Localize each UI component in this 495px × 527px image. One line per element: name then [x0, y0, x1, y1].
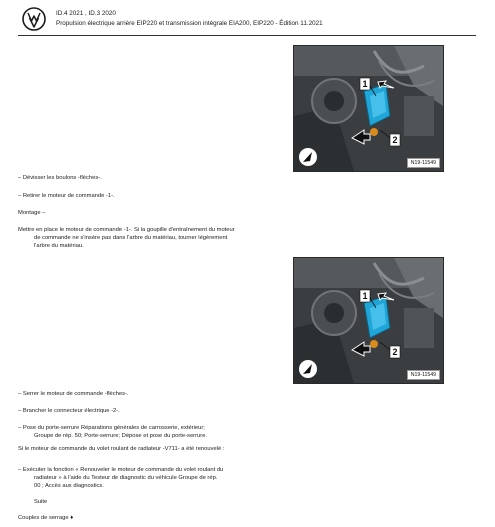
figure-installation	[293, 257, 444, 384]
step-install-line-2: de commande ne s'insère pas dans l'arbre du matériau, tourner légèrement	[34, 235, 228, 241]
section-montage: Montage –	[18, 210, 46, 216]
step-connect-connector: – Brancher le connecteur électrique -2-.	[18, 408, 120, 414]
bolt-marker	[370, 340, 378, 348]
step-execute-function-line-3[interactable]: 00 ; Accès aux diagnostics.	[34, 483, 104, 489]
link-suite[interactable]: Suite	[34, 499, 48, 505]
condition-renewed: Si le moteur de commande du volet roulant de radiateur -V711- a été renouvelé :	[18, 446, 225, 452]
callout-2: 2	[392, 135, 398, 145]
step-execute-function-line-2[interactable]: radiateur » à l'aide du Testeur de diagnostic du véhicule Groupe de rép.	[34, 475, 218, 481]
callout-1: 1	[362, 291, 368, 301]
orientation-arrow-icon	[299, 148, 317, 166]
callout-1: 1	[362, 79, 368, 89]
engine-illustration	[294, 258, 443, 383]
step-remove-motor: – Retirer le moteur de commande -1-.	[18, 193, 115, 199]
step-install-line-3: l'arbre du matériau.	[34, 243, 84, 249]
step-install-line-1: Mettre en place le moteur de commande -1-. Si la goupille d'entraînement du moteur	[18, 227, 235, 233]
step-tighten-motor: – Serrer le moteur de commande -flèches-.	[18, 391, 129, 397]
step-unscrew-bolts: – Dévisser les boulons -flèches-.	[18, 175, 102, 181]
step-lock-carrier-line-2[interactable]: Groupe de rép. 50; Porte-serrure; Dépose et pose du porte-serrure.	[34, 433, 208, 439]
vw-logo-icon	[22, 7, 46, 31]
header-title: Propulsion électrique arrière EIP220 et transmission intégrale EIA200, EIP220 - Édition 11.2021	[56, 20, 323, 27]
engine-illustration	[294, 46, 443, 171]
header-models: ID.4 2021 , ID.3 2020	[56, 10, 116, 17]
bolt-marker	[370, 128, 378, 136]
figure-code: N19-11549	[407, 370, 440, 380]
orientation-arrow-icon	[299, 360, 317, 378]
callout-2: 2	[392, 347, 398, 357]
step-lock-carrier-line-1[interactable]: – Pose du porte-serrure Réparations générales de carrosserie, extérieur;	[18, 425, 205, 431]
figure-removal	[293, 45, 444, 172]
figure-code: N19-11549	[407, 158, 440, 168]
header-divider	[18, 35, 476, 36]
section-torque: Couples de serrage ♦	[18, 515, 74, 521]
step-execute-function-line-1: – Exécuter la fonction « Renouveler le moteur de commande du volet roulant du	[18, 467, 224, 473]
